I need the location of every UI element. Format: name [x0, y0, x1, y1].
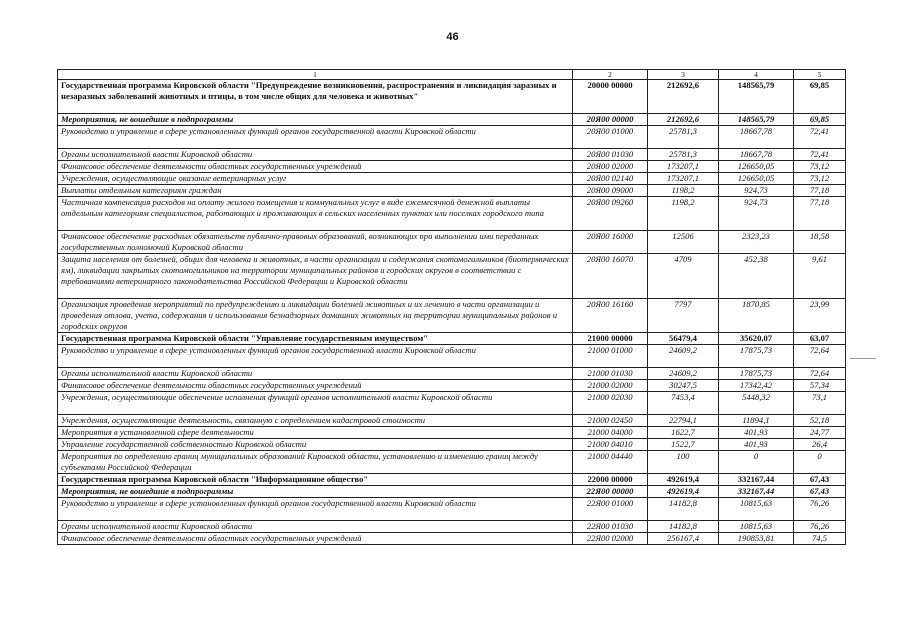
table-row	[58, 254, 846, 299]
row-executed-cell: 18667,78	[719, 126, 794, 149]
row-code-cell: 20000 00000	[573, 80, 648, 114]
row-executed-cell: 332167,44	[719, 486, 794, 498]
row-percent-cell: 23,99	[794, 299, 846, 333]
row-code-cell: 21000 02000	[573, 380, 648, 392]
table-row	[58, 161, 846, 173]
row-planned-cell: 100	[648, 451, 719, 474]
table-row	[58, 185, 846, 197]
row-name-cell: Управление государственной собственностью Кировской области	[58, 439, 573, 451]
row-planned-cell: 1198,2	[648, 185, 719, 197]
row-planned-cell: 1622,7	[648, 427, 719, 439]
table-row	[58, 380, 846, 392]
row-name-cell: Защита населения от болезней, общих для человека и животных, в части организации и содержания скотомогильников (биотермических ям), ликвидации закрытых скотомогильников на территории муниципальных районов и городских округов в соответствии с требованиями ветеринарного законодательства Российской Федерации и Кировской области	[58, 254, 573, 299]
table-row	[58, 439, 846, 451]
table-row	[58, 345, 846, 368]
row-percent-cell: 9,61	[794, 254, 846, 299]
row-percent-cell: 73,12	[794, 161, 846, 173]
row-name-cell: Выплаты отдельным категориям граждан	[58, 185, 573, 197]
row-code-cell: 21000 04440	[573, 451, 648, 474]
header-col-4: 4	[719, 70, 794, 80]
row-planned-cell: 1198,2	[648, 197, 719, 231]
row-executed-cell: 11894,1	[719, 415, 794, 427]
row-planned-cell: 1522,7	[648, 439, 719, 451]
row-name-cell: Финансовое обеспечение деятельности областных государственных учреждений	[58, 533, 573, 545]
table-row	[58, 415, 846, 427]
row-percent-cell: 18,58	[794, 231, 846, 254]
row-name-cell: Органы исполнительной власти Кировской области	[58, 149, 573, 161]
row-percent-cell: 69,85	[794, 80, 846, 114]
header-col-1: 1	[58, 70, 573, 80]
row-percent-cell: 24,77	[794, 427, 846, 439]
row-planned-cell: 212692,6	[648, 114, 719, 126]
table-row	[58, 451, 846, 474]
row-planned-cell: 492619,4	[648, 474, 719, 486]
row-planned-cell: 492619,4	[648, 486, 719, 498]
row-executed-cell: 10815,63	[719, 521, 794, 533]
row-name-cell: Финансовое обеспечение расходных обязательств публично-правовых образований, возникающих при выполнении ими переданных государственных полномочий Кировской области	[58, 231, 573, 254]
row-percent-cell: 72,64	[794, 345, 846, 368]
table-row	[58, 197, 846, 231]
row-name-cell: Руководство и управление в сфере установленных функций органов государственной власти Кировской области	[58, 126, 573, 149]
row-code-cell: 22Я00 01000	[573, 498, 648, 521]
table-row	[58, 427, 846, 439]
row-executed-cell: 401,93	[719, 427, 794, 439]
row-name-cell: Государственная программа Кировской области "Информационное общество"	[58, 474, 573, 486]
row-planned-cell: 56479,4	[648, 333, 719, 345]
row-code-cell: 20Я00 16070	[573, 254, 648, 299]
row-planned-cell: 25781,3	[648, 126, 719, 149]
row-percent-cell: 26,4	[794, 439, 846, 451]
table-row	[58, 498, 846, 521]
row-name-cell: Учреждения, осуществляющие деятельность, связанную с определением кадастровой стоимости	[58, 415, 573, 427]
row-code-cell: 21000 00000	[573, 333, 648, 345]
row-percent-cell: 76,26	[794, 498, 846, 521]
row-percent-cell: 73,12	[794, 173, 846, 185]
row-percent-cell: 57,34	[794, 380, 846, 392]
row-percent-cell: 72,41	[794, 149, 846, 161]
row-percent-cell: 76,26	[794, 521, 846, 533]
table-row	[58, 521, 846, 533]
row-code-cell: 21000 04010	[573, 439, 648, 451]
row-name-cell: Органы исполнительной власти Кировской области	[58, 521, 573, 533]
row-percent-cell: 67,43	[794, 486, 846, 498]
row-planned-cell: 212692,6	[648, 80, 719, 114]
table-row	[58, 231, 846, 254]
row-executed-cell: 10815,63	[719, 498, 794, 521]
row-planned-cell: 25781,3	[648, 149, 719, 161]
row-code-cell: 21000 04000	[573, 427, 648, 439]
row-executed-cell: 1870,85	[719, 299, 794, 333]
row-planned-cell: 30247,5	[648, 380, 719, 392]
row-code-cell: 21000 02450	[573, 415, 648, 427]
row-percent-cell: 63,07	[794, 333, 846, 345]
row-name-cell: Учреждения, осуществляющие обеспечение исполнения функций органов исполнительной власти Кировской области	[58, 392, 573, 415]
row-percent-cell: 67,43	[794, 474, 846, 486]
row-planned-cell: 4709	[648, 254, 719, 299]
row-executed-cell: 924,73	[719, 197, 794, 231]
row-planned-cell: 24609,2	[648, 345, 719, 368]
table-row	[58, 333, 846, 345]
row-code-cell: 22Я00 01030	[573, 521, 648, 533]
row-planned-cell: 173207,1	[648, 161, 719, 173]
row-planned-cell: 173207,1	[648, 173, 719, 185]
row-name-cell: Руководство и управление в сфере установленных функций органов государственной власти Кировской области	[58, 345, 573, 368]
row-code-cell: 20Я00 02140	[573, 173, 648, 185]
table-row	[58, 173, 846, 185]
row-code-cell: 20Я00 16000	[573, 231, 648, 254]
table-row	[58, 149, 846, 161]
header-col-2: 2	[573, 70, 648, 80]
table-row	[58, 533, 846, 545]
row-executed-cell: 17342,42	[719, 380, 794, 392]
row-code-cell: 20Я00 09000	[573, 185, 648, 197]
table-row	[58, 80, 846, 114]
row-name-cell: Органы исполнительной власти Кировской области	[58, 368, 573, 380]
row-planned-cell: 22794,1	[648, 415, 719, 427]
row-planned-cell: 14182,8	[648, 498, 719, 521]
budget-execution-table	[57, 69, 846, 545]
margin-mark	[850, 358, 876, 359]
row-percent-cell: 73,1	[794, 392, 846, 415]
row-code-cell: 21000 02030	[573, 392, 648, 415]
table-row	[58, 392, 846, 415]
row-executed-cell: 2323,23	[719, 231, 794, 254]
table-row	[58, 114, 846, 126]
row-planned-cell: 14182,8	[648, 521, 719, 533]
header-col-3: 3	[648, 70, 719, 80]
row-name-cell: Государственная программа Кировской области "Предупреждение возникновения, распространения и ликвидация заразных и незаразных заболеваний животных и птицы, в том числе общих для человека и животных"	[58, 80, 573, 114]
row-name-cell: Мероприятия, не вошедшие в подпрограммы	[58, 486, 573, 498]
row-executed-cell: 332167,44	[719, 474, 794, 486]
row-code-cell: 20Я00 01030	[573, 149, 648, 161]
row-percent-cell: 74,5	[794, 533, 846, 545]
column-number-header-row	[58, 70, 846, 80]
row-percent-cell: 77,18	[794, 197, 846, 231]
row-percent-cell: 69,85	[794, 114, 846, 126]
table-row	[58, 368, 846, 380]
row-planned-cell: 7453,4	[648, 392, 719, 415]
row-code-cell: 22000 00000	[573, 474, 648, 486]
row-code-cell: 20Я00 00000	[573, 114, 648, 126]
row-executed-cell: 148565,79	[719, 114, 794, 126]
row-executed-cell: 924,73	[719, 185, 794, 197]
row-name-cell: Финансовое обеспечение деятельности областных государственных учреждений	[58, 161, 573, 173]
row-name-cell: Мероприятия, не вошедшие в подпрограммы	[58, 114, 573, 126]
row-executed-cell: 0	[719, 451, 794, 474]
row-planned-cell: 24609,2	[648, 368, 719, 380]
header-col-5: 5	[794, 70, 846, 80]
row-percent-cell: 52,18	[794, 415, 846, 427]
row-name-cell: Мероприятия по определению границ муниципальных образований Кировской области, установлению и изменению границ между субъектами Российской Федерации	[58, 451, 573, 474]
row-percent-cell: 77,18	[794, 185, 846, 197]
row-name-cell: Учреждения, осуществляющие оказание ветеринарных услуг	[58, 173, 573, 185]
row-name-cell: Мероприятия в установленной сфере деятельности	[58, 427, 573, 439]
row-planned-cell: 7797	[648, 299, 719, 333]
row-executed-cell: 5448,32	[719, 392, 794, 415]
row-executed-cell: 18667,78	[719, 149, 794, 161]
row-executed-cell: 17875,73	[719, 345, 794, 368]
row-code-cell: 20Я00 16160	[573, 299, 648, 333]
row-name-cell: Руководство и управление в сфере установленных функций органов государственной власти Кировской области	[58, 498, 573, 521]
row-name-cell: Частичная компенсация расходов на оплату жилого помещения и коммунальных услуг в виде ежемесячной денежной выплаты отдельным категориям специалистов, работающих и проживающих в сельских населенных пунктах или поселках городского типа	[58, 197, 573, 231]
row-code-cell: 20Я00 01000	[573, 126, 648, 149]
row-code-cell: 21000 01000	[573, 345, 648, 368]
row-code-cell: 22Я00 00000	[573, 486, 648, 498]
row-code-cell: 21000 01030	[573, 368, 648, 380]
table-row	[58, 474, 846, 486]
row-executed-cell: 17875,73	[719, 368, 794, 380]
row-planned-cell: 256167,4	[648, 533, 719, 545]
table-row	[58, 299, 846, 333]
row-code-cell: 20Я00 09260	[573, 197, 648, 231]
row-name-cell: Организация проведения мероприятий по предупреждению и ликвидации болезней животных и их лечению в части организации и проведения отлова, учета, содержания и использования безнадзорных домашних животных на территории муниципальных районов и городских округов	[58, 299, 573, 333]
table-row	[58, 486, 846, 498]
row-name-cell: Государственная программа Кировской области "Управление государственным имуществом"	[58, 333, 573, 345]
row-executed-cell: 190853,81	[719, 533, 794, 545]
row-planned-cell: 12506	[648, 231, 719, 254]
row-executed-cell: 401,93	[719, 439, 794, 451]
row-percent-cell: 72,41	[794, 126, 846, 149]
row-code-cell: 22Я00 02000	[573, 533, 648, 545]
row-code-cell: 20Я00 02000	[573, 161, 648, 173]
row-executed-cell: 452,38	[719, 254, 794, 299]
row-executed-cell: 148565,79	[719, 80, 794, 114]
table-row	[58, 126, 846, 149]
row-executed-cell: 35620,07	[719, 333, 794, 345]
row-executed-cell: 126650,05	[719, 161, 794, 173]
row-percent-cell: 72,64	[794, 368, 846, 380]
row-percent-cell: 0	[794, 451, 846, 474]
row-name-cell: Финансовое обеспечение деятельности областных государственных учреждений	[58, 380, 573, 392]
row-executed-cell: 126650,05	[719, 173, 794, 185]
page-number: 46	[446, 31, 459, 43]
